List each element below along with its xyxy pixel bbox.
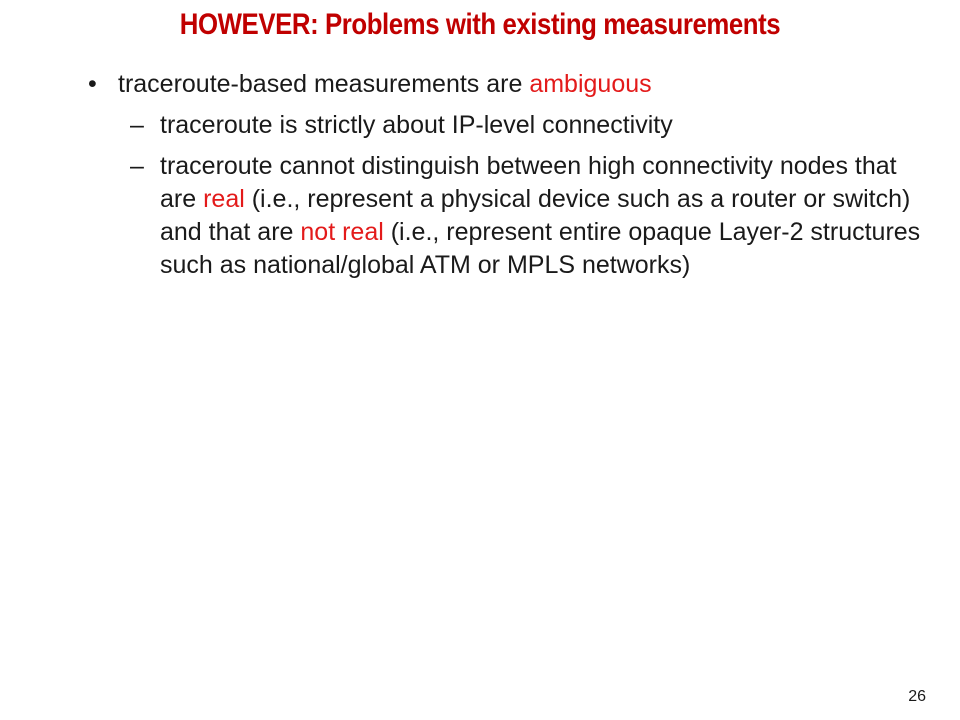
bullet-item — [86, 68, 926, 101]
page-number: 26 — [908, 688, 926, 705]
bullet-highlight: ambiguous — [529, 70, 652, 98]
sub-item-text: traceroute is strictly about IP-level connectivity — [160, 111, 673, 139]
bullet-marker: • — [88, 70, 97, 98]
bullet-text: traceroute-based measurements are — [118, 70, 530, 98]
sub-item-distinguish — [130, 150, 926, 282]
sub-item-text-part2: (i.e., represent a physical device such as a router or switch) and that are — [160, 185, 911, 246]
slide-title: HOWEVER: Problems with existing measurements — [179, 8, 781, 41]
slide-content — [86, 68, 926, 290]
sub-item-text-part1: traceroute cannot distinguish between high connectivity nodes that are — [160, 152, 897, 213]
sub-item-text-part3: (i.e., represent entire opaque Layer-2 structures such as national/global ATM or MPLS networks) — [160, 218, 921, 279]
dash-marker: – — [130, 152, 144, 180]
highlight-real: real — [203, 185, 245, 213]
dash-marker: – — [130, 111, 144, 139]
sub-item-ip-connectivity — [130, 109, 926, 142]
highlight-not-real: not real — [300, 218, 384, 246]
